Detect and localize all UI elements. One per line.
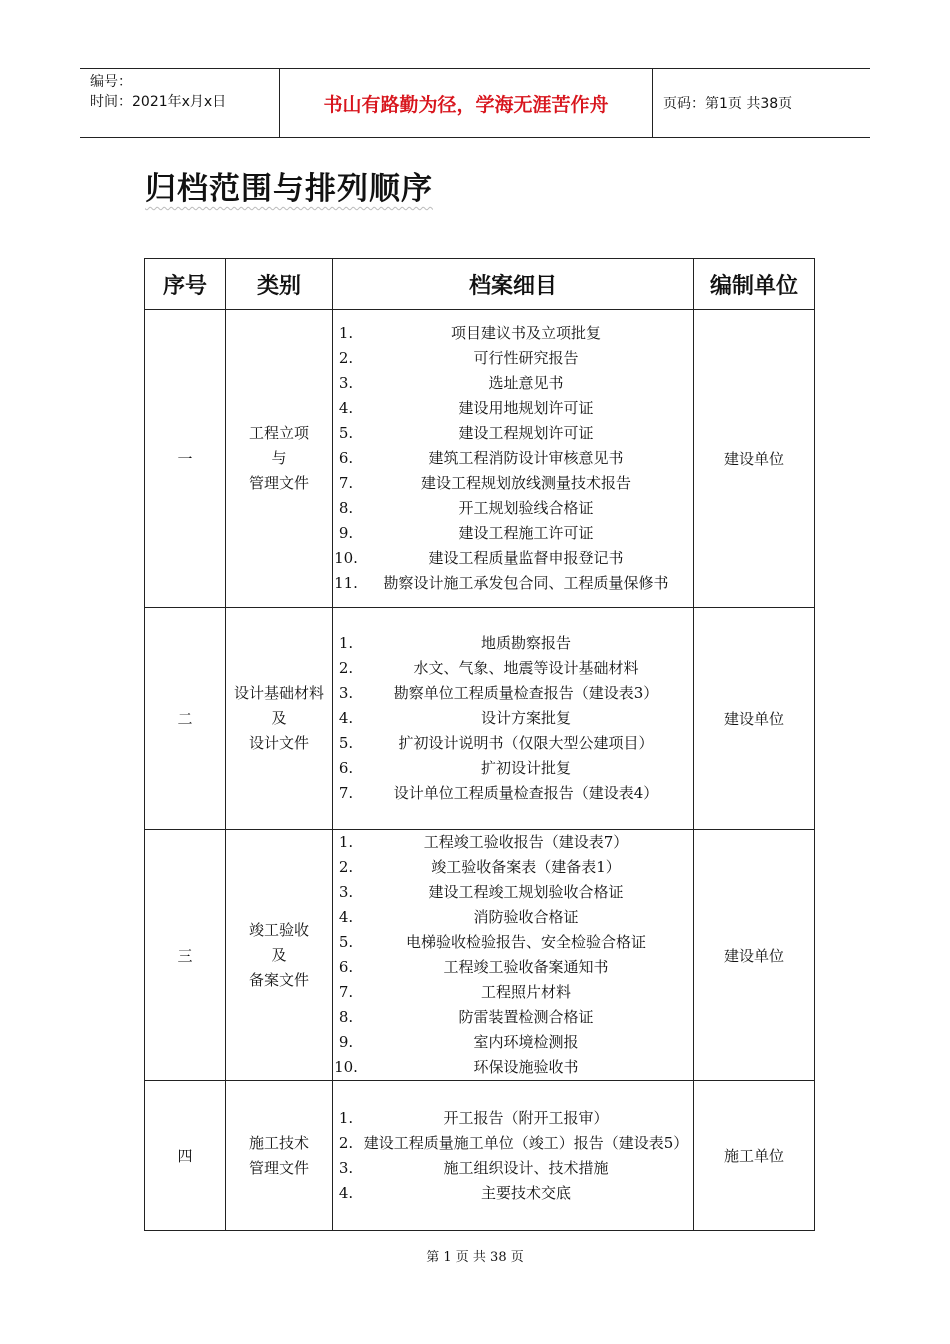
- document-title: 归档范围与排列顺序: [145, 171, 433, 207]
- item-number: 3.: [338, 684, 354, 702]
- row-unit: 建设单位: [694, 830, 815, 1081]
- item-text: 电梯验收检验报告、安全检验合格证: [405, 933, 646, 951]
- item-number: 2.: [338, 659, 354, 677]
- item-number: 1.: [338, 833, 354, 851]
- item-number: 8.: [338, 1008, 354, 1026]
- list-item: [333, 521, 693, 546]
- item-text: 建设工程质量施工单位（竣工）报告（建设表5）: [363, 1133, 689, 1152]
- details-list: [333, 830, 693, 1080]
- item-number: 3.: [338, 883, 354, 901]
- page-header: [80, 68, 870, 138]
- list-item: [333, 371, 693, 396]
- item-text: 工程竣工验收备案通知书: [443, 958, 609, 976]
- row-seq: 三: [145, 830, 226, 1081]
- item-text: 开工规划验线合格证: [458, 499, 594, 517]
- item-number: 7.: [338, 983, 354, 1001]
- item-text: 水文、气象、地震等设计基础材料: [413, 659, 639, 677]
- item-text: 扩初设计说明书（仅限大型公建项目）: [398, 734, 654, 752]
- category-line: 管理文件: [248, 474, 309, 492]
- list-item: [333, 955, 693, 980]
- row-details: [333, 310, 694, 608]
- category-line: 管理文件: [248, 1158, 309, 1177]
- row-category: [226, 608, 333, 830]
- table-row: [145, 830, 815, 1081]
- list-item: [333, 656, 693, 681]
- item-number: 10.: [334, 549, 358, 567]
- list-item: [333, 980, 693, 1005]
- item-number: 11.: [334, 574, 358, 592]
- list-item: [333, 1131, 693, 1156]
- item-text: 设计方案批复: [480, 709, 571, 727]
- item-text: 建筑工程消防设计审核意见书: [428, 449, 624, 467]
- item-number: 6.: [338, 449, 354, 467]
- item-text: 建设工程规划放线测量技术报告: [420, 474, 631, 492]
- item-text: 建设用地规划许可证: [458, 399, 594, 417]
- row-seq: 四: [145, 1081, 226, 1231]
- item-text: 建设工程竣工规划验收合格证: [428, 883, 624, 901]
- item-text: 环保设施验收书: [473, 1058, 579, 1076]
- list-item: [333, 855, 693, 880]
- details-list: [333, 631, 693, 806]
- list-item: [333, 631, 693, 656]
- list-item: [333, 681, 693, 706]
- category-line: 及: [271, 709, 287, 727]
- header-seq: 序号: [145, 259, 226, 310]
- item-number: 1.: [338, 634, 354, 652]
- list-item: [333, 1055, 693, 1080]
- item-number: 10.: [334, 1058, 358, 1076]
- row-category: [226, 1081, 333, 1231]
- list-item: [333, 880, 693, 905]
- table-body: [145, 310, 815, 1231]
- item-text: 勘察单位工程质量检查报告（建设表3）: [393, 684, 659, 702]
- list-item: [333, 930, 693, 955]
- list-item: [333, 446, 693, 471]
- item-number: 5.: [338, 734, 354, 752]
- item-number: 1.: [338, 324, 354, 342]
- list-item: [333, 396, 693, 421]
- item-number: 4.: [338, 399, 354, 417]
- row-category: [226, 310, 333, 608]
- list-item: [333, 471, 693, 496]
- header-category: 类别: [226, 259, 333, 310]
- table-row: [145, 310, 815, 608]
- list-item: [333, 756, 693, 781]
- header-details: 档案细目: [333, 259, 694, 310]
- category-line: 备案文件: [248, 970, 309, 989]
- item-number: 2.: [338, 349, 354, 367]
- category-line: 及: [271, 945, 287, 964]
- item-text: 扩初设计批复: [480, 759, 571, 777]
- list-item: [333, 421, 693, 446]
- list-item: [333, 731, 693, 756]
- item-number: 3.: [338, 1158, 354, 1177]
- table-header-row: [145, 259, 815, 310]
- page-footer: 第 1 页 共 38 页: [426, 1250, 524, 1265]
- list-item: [333, 830, 693, 855]
- item-number: 2.: [338, 858, 354, 876]
- item-number: 4.: [338, 709, 354, 727]
- item-number: 2.: [338, 1133, 354, 1152]
- category-line: 设计文件: [248, 734, 309, 752]
- item-text: 地质勘察报告: [480, 634, 571, 652]
- category-line: 设计基础材料: [233, 684, 324, 702]
- item-number: 6.: [338, 759, 354, 777]
- row-unit: 施工单位: [694, 1081, 815, 1231]
- item-text: 施工组织设计、技术措施: [443, 1158, 609, 1177]
- list-item: [333, 1030, 693, 1055]
- list-item: [333, 781, 693, 806]
- item-number: 8.: [338, 499, 354, 517]
- item-number: 5.: [338, 424, 354, 442]
- header-meta: [80, 69, 280, 137]
- item-number: 6.: [338, 958, 354, 976]
- item-number: 5.: [338, 933, 354, 951]
- item-text: 消防验收合格证: [473, 908, 579, 926]
- item-text: 防雷装置检测合格证: [458, 1008, 594, 1026]
- item-number: 9.: [338, 524, 354, 542]
- header-unit: 编制单位: [694, 259, 815, 310]
- item-text: 主要技术交底: [480, 1183, 571, 1202]
- item-number: 7.: [338, 474, 354, 492]
- item-text: 建设工程施工许可证: [458, 524, 594, 542]
- item-text: 工程照片材料: [480, 983, 571, 1001]
- table-row: [145, 1081, 815, 1231]
- list-item: [333, 1156, 693, 1181]
- list-item: [333, 1106, 693, 1131]
- row-unit: 建设单位: [694, 310, 815, 608]
- item-number: 4.: [338, 1183, 354, 1202]
- list-item: [333, 571, 693, 596]
- item-number: 3.: [338, 374, 354, 392]
- item-text: 勘察设计施工承发包合同、工程质量保修书: [383, 574, 669, 592]
- item-text: 竣工验收备案表（建备表1）: [431, 858, 621, 876]
- table-row: [145, 608, 815, 830]
- details-list: [333, 1106, 693, 1206]
- category-line: 工程立项: [248, 424, 309, 442]
- item-text: 建设工程质量监督申报登记书: [428, 549, 624, 567]
- list-item: [333, 321, 693, 346]
- list-item: [333, 1005, 693, 1030]
- category-line: 竣工验收: [248, 920, 309, 939]
- row-unit: 建设单位: [694, 608, 815, 830]
- item-text: 开工报告（附开工报审）: [443, 1108, 609, 1127]
- row-details: [333, 608, 694, 830]
- archive-table: [144, 258, 815, 1231]
- category-line: 施工技术: [248, 1133, 309, 1152]
- row-details: [333, 830, 694, 1081]
- header-motto: 书山有路勤为径，学海无涯苦作舟: [280, 69, 653, 137]
- item-text: 建设工程规划许可证: [458, 424, 594, 442]
- item-text: 可行性研究报告: [473, 349, 579, 367]
- details-list: [333, 321, 693, 596]
- row-category: [226, 830, 333, 1081]
- list-item: [333, 496, 693, 521]
- item-number: 4.: [338, 908, 354, 926]
- list-item: [333, 905, 693, 930]
- list-item: [333, 546, 693, 571]
- list-item: [333, 1181, 693, 1206]
- number-label: 编号：: [90, 74, 132, 90]
- list-item: [333, 346, 693, 371]
- item-text: 室内环境检测报: [473, 1033, 579, 1051]
- item-text: 选址意见书: [488, 374, 564, 392]
- row-seq: 一: [145, 310, 226, 608]
- row-details: [333, 1081, 694, 1231]
- list-item: [333, 706, 693, 731]
- item-number: 7.: [338, 784, 354, 802]
- item-text: 设计单位工程质量检查报告（建设表4）: [393, 784, 659, 802]
- category-line: 与: [271, 449, 287, 467]
- header-page-info: 页码：第1页 共38页: [663, 96, 793, 112]
- row-seq: 二: [145, 608, 226, 830]
- item-text: 项目建议书及立项批复: [450, 324, 601, 342]
- item-number: 1.: [338, 1108, 354, 1127]
- item-number: 9.: [338, 1033, 354, 1051]
- item-text: 工程竣工验收报告（建设表7）: [423, 833, 629, 851]
- time-label: 时间：2021年x月x日: [90, 94, 227, 110]
